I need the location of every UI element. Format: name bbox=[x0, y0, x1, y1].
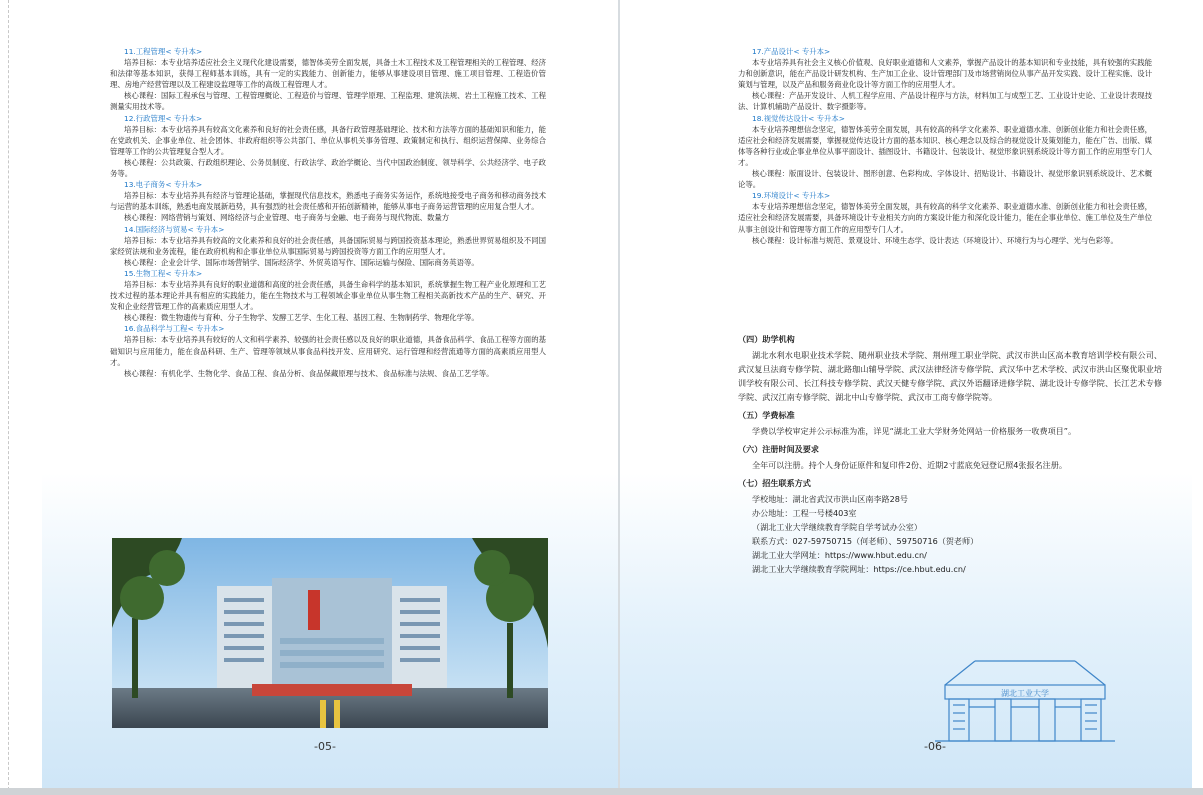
section-bioengineering bbox=[110, 268, 546, 323]
section-title: 17.产品设计< 专升本> bbox=[752, 47, 831, 56]
section-heading: （四）助学机构 bbox=[738, 334, 795, 344]
admissions-info-block bbox=[738, 328, 1162, 576]
section-registration bbox=[738, 442, 1162, 472]
university-gate-line-illustration bbox=[935, 655, 1115, 745]
page-edge-dashed-line bbox=[8, 0, 9, 795]
section-title: 15.生物工程< 专升本> bbox=[124, 268, 203, 278]
assistance-institutions-list: 湖北水利水电职业技术学院、随州职业技术学院、荆州理工职业学院、武汉市洪山区高本教育培训学校有限公司、武汉复旦法商专修学院、湖北路珈山辅导学院、武汉法律经济专修学院、武汉华中艺术学校、武汉市洪山区聚优职业培训学校有限公司、长江科技专修学院、武汉天健专修学院、武汉外语翻译进修学院、湖北设计专修学院、长江艺术专修学院、武汉江南专修学院、湖北中山专修学院、武汉市工商专修学院等。 bbox=[738, 350, 1162, 402]
left-page-text-column bbox=[110, 46, 546, 379]
university-website-link[interactable]: 湖北工业大学网址：https://www.hbut.edu.cn/ bbox=[752, 550, 927, 560]
section-contact bbox=[738, 476, 1162, 576]
right-page bbox=[620, 0, 1192, 788]
training-goal: 培养目标：本专业培养具有良好的职业道德和高度的社会责任感，具备生命科学的基本知识，系统掌握生物工程产业化原理和工艺技术过程的基本理论并具有相应的实践能力，能在生物技术与工程领域企事业单位从事生物工程相关高新技术产品的生产、研究、开发和企业经营管理工作的高素质应用型人才。 bbox=[110, 279, 546, 312]
training-goal: 本专业培养理想信念坚定，德智体美劳全面发展，具有较高的科学文化素养、职业道德水准、创新创业能力和社会责任感，适应社会和经济发展需要，具备环境设计专业相关方向的方案设计能力和深化设计能力，能在企事业单位、施工单位及生产单位从事主创设计和管理等方面工作的应用型专门人才。 bbox=[738, 202, 1152, 234]
section-food-science bbox=[110, 323, 546, 378]
training-goal: 培养目标：本专业培养具有经济与管理论基础，掌握现代信息技术，熟悉电子商务实务运作，系统地接受电子商务和移动商务技术与运营的基本训练，熟悉电商发展新趋势，具有强烈的社会责任感和开拓创新精神，能够从事电子商务运营管理的应用复合型人才。 bbox=[110, 191, 546, 212]
core-courses: 核心课程：版面设计、包装设计、图形创意、色彩构成、字体设计、招贴设计、书籍设计、视觉形象识别系统设计、艺术概论等。 bbox=[738, 169, 1152, 190]
core-courses: 核心课程：设计标准与规范、景观设计、环境生态学、设计表达（环境设计）、环境行为与心理学、光与色彩等。 bbox=[752, 235, 1118, 245]
section-title: 16.食品科学与工程< 专升本> bbox=[124, 324, 225, 334]
core-courses: 核心课程：产品开发设计、人机工程学应用、产品设计程序与方法，材料加工与成型工艺、工业设计史论、工业设计表现技法、计算机辅助产品设计、数字摄影等。 bbox=[738, 91, 1152, 112]
section-e-commerce bbox=[110, 179, 546, 223]
continuing-education-website-link[interactable]: 湖北工业大学继续教育学院网址：https://ce.hbut.edu.cn/ bbox=[752, 564, 966, 574]
core-courses: 核心课程：微生物遗传与育种、分子生物学、发酵工艺学、生化工程、基因工程、生物制药学、物理化学等。 bbox=[124, 313, 479, 323]
core-courses: 核心课程：企业会计学、国际市场营销学、国际经济学、外贸英语写作、国际运输与保险、国际商务英语等。 bbox=[124, 257, 479, 267]
registration-text: 全年可以注册。持个人身份证原件和复印件2份、近期2寸蓝底免冠登记照4张报名注册。 bbox=[752, 460, 1067, 470]
viewer-bottom-bar bbox=[0, 788, 1203, 795]
section-heading: （六）注册时间及要求 bbox=[738, 444, 819, 454]
section-tuition bbox=[738, 408, 1162, 438]
section-heading: （五）学费标准 bbox=[738, 410, 795, 420]
page-number: -06- bbox=[924, 740, 946, 753]
gate-drawing bbox=[935, 655, 1115, 745]
campus-photo-illustration bbox=[112, 538, 548, 728]
core-courses: 核心课程：国际工程承包与管理、工程管理概论、工程造价与管理、管理学原理、工程监理、建筑法规、岩土工程施工技术、工程测量实用技术等。 bbox=[110, 91, 546, 112]
section-title: 19.环境设计< 专升本> bbox=[752, 191, 831, 201]
section-title: 13.电子商务< 专升本> bbox=[124, 180, 203, 190]
training-goal: 本专业培养具有社会主义核心价值观、良好职业道德和人文素养，掌握产品设计的基本知识和专业技能，具有较强的实践能力和创新意识，能在产品设计研发机构、生产加工企业、设计管理部门及市场营销岗位从事产品开发实践、设计工程实施、设计策划与管理，以及产品和服务商业化设计等方面工作的应用型人才。 bbox=[738, 58, 1152, 90]
tuition-text: 学费以学校审定并公示标准为准，详见“湖北工业大学财务处网站一价格服务一收费项目”。 bbox=[752, 426, 1077, 436]
section-engineering-management bbox=[110, 46, 546, 113]
core-courses: 核心课程：有机化学、生物化学、食品工程、食品分析、食品保藏原理与技术、食品标准与法规、食品工艺学等。 bbox=[124, 368, 494, 378]
section-title: 12.行政管理< 专升本> bbox=[124, 113, 203, 123]
section-title: 18.视觉传达设计< 专升本> bbox=[752, 113, 846, 123]
section-title: 14.国际经济与贸易< 专升本> bbox=[124, 224, 225, 234]
school-address: 学校地址：湖北省武汉市洪山区南李路28号 bbox=[752, 494, 908, 504]
right-page-text-column bbox=[738, 46, 1152, 246]
contact-phone: 联系方式：027-59750715（何老师）、59750716（贺老师） bbox=[752, 536, 979, 546]
section-administrative-management bbox=[110, 113, 546, 180]
section-heading: （七）招生联系方式 bbox=[738, 478, 811, 488]
core-courses: 核心课程：网络营销与策划、网络经济与企业管理、电子商务与金融、电子商务与现代物流、数量方 bbox=[124, 213, 450, 223]
training-goal: 本专业培养理想信念坚定，德智体美劳全面发展，具有较高的科学文化素养、职业道德水准、创新创业能力和社会责任感，适应社会和经济发展需要，掌握视觉传达设计方面的基本知识、核心理念以及综合的视觉设计及策划能力，能在广告、出版、媒体等各种行业或企事业单位从事平面设计、插图设计、书籍设计、包装设计、视觉形象识别系统设计等方面工作的应用型专门人才。 bbox=[738, 124, 1152, 167]
section-title: 11.工程管理< 专升本> bbox=[124, 47, 203, 56]
section-product-design bbox=[738, 46, 1152, 113]
gate-inscription: 湖北工业大学 bbox=[1001, 689, 1049, 698]
section-environment-design bbox=[738, 190, 1152, 245]
section-assistance-institutions bbox=[738, 332, 1162, 404]
brochure-spread bbox=[42, 0, 1192, 788]
training-goal: 培养目标：本专业培养具有较好的人文和科学素养、较强的社会责任感以及良好的职业道德，具备食品科学、食品工程等方面的基础知识与应用能力，能在食品科研、生产、管理等领域从事食品科技开发、应用研究、运行管理和经营流通等方面的高素质应用型人才。 bbox=[110, 335, 546, 367]
campus-building-photo bbox=[112, 538, 548, 728]
core-courses: 核心课程：公共政策、行政组织理论、公务员制度、行政法学、政治学概论、当代中国政治制度、领导科学、公共经济学、电子政务等。 bbox=[110, 157, 546, 179]
left-page bbox=[42, 0, 618, 788]
section-international-trade bbox=[110, 224, 546, 268]
training-goal: 培养目标：本专业培养适应社会主义现代化建设需要，德智体美劳全面发展，具备土木工程技术及工程管理相关的工程管理、经济和法律等基本知识，获得工程师基本训练，具有一定的实践能力、创新能力，能够从事建设项目管理、施工项目管理、工程造价管理、房地产经营管理以及工程建设监理等工作的高级工程管理人才。 bbox=[110, 58, 546, 90]
page-number: -05- bbox=[314, 740, 336, 753]
office-address: 办公地址：工程一号楼403室 bbox=[752, 508, 857, 518]
office-name: （湖北工业大学继续教育学院自学考试办公室） bbox=[752, 522, 922, 532]
training-goal: 培养目标：本专业培养具有较高的文化素养和良好的社会责任感，具备国际贸易与跨国投资基本理论，熟悉世界贸易组织及不同国家经贸法规和业务流程，能在政府机构和企事业单位从事国际贸易与跨国投资等方面工作的应用型人才。 bbox=[110, 235, 546, 256]
section-visual-communication bbox=[738, 113, 1152, 191]
training-goal: 培养目标：本专业培养具有较高文化素养和良好的社会责任感，具备行政管理基础理论、技术和方法等方面的基础知识和能力，能在党政机关、企事业单位、社会团体、非政府组织等公共部门、单位从事机关事务管理、政策制定和执行、组织运营保障、业务综合管理等工作的公共管理复合型人才。 bbox=[110, 124, 546, 156]
